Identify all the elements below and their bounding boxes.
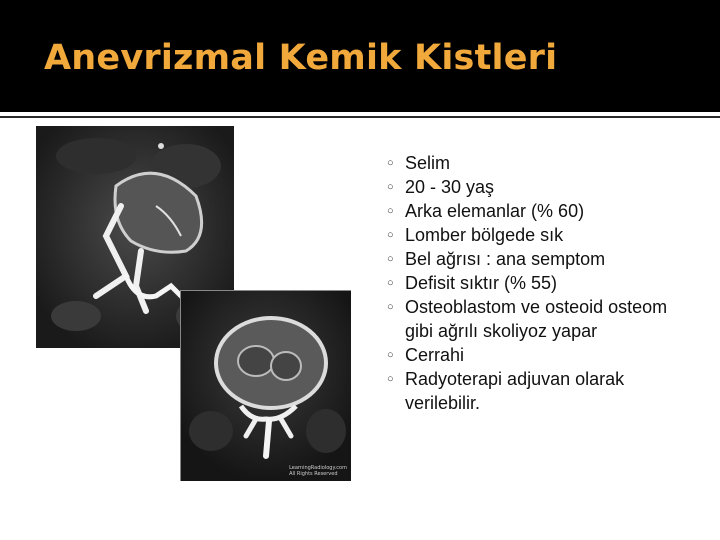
ct-scan-image-bottom xyxy=(180,290,351,481)
title-divider xyxy=(0,116,720,118)
bullet-text: Lomber bölgede sık xyxy=(405,225,564,245)
circle-bullet-icon: ○ xyxy=(387,157,394,169)
bullet-list xyxy=(388,151,688,415)
watermark-line-1: LearningRadiology.com xyxy=(289,465,347,471)
bullet-text: 20 - 30 yaş xyxy=(405,177,495,197)
bullet-text: Cerrahi xyxy=(405,345,465,365)
list-item xyxy=(388,295,688,343)
list-item xyxy=(388,343,688,367)
circle-bullet-icon: ○ xyxy=(387,301,394,313)
list-item xyxy=(388,367,688,415)
circle-bullet-icon: ○ xyxy=(387,229,394,241)
title-bar xyxy=(0,0,720,112)
bullet-text: Bel ağrısı : ana semptom xyxy=(405,249,606,269)
list-item xyxy=(388,199,688,223)
circle-bullet-icon: ○ xyxy=(387,253,394,265)
bullet-text: Osteoblastom ve osteoid osteom gibi ağrılı skoliyoz yapar xyxy=(405,297,668,341)
list-item xyxy=(388,271,688,295)
list-item xyxy=(388,223,688,247)
list-item xyxy=(388,175,688,199)
list-item xyxy=(388,247,688,271)
circle-bullet-icon: ○ xyxy=(387,373,394,385)
bullet-text: Defisit sıktır (% 55) xyxy=(405,273,558,293)
circle-bullet-icon: ○ xyxy=(387,205,394,217)
list-item xyxy=(388,151,688,175)
circle-bullet-icon: ○ xyxy=(387,181,394,193)
image-watermark xyxy=(289,465,347,477)
slide-title: Anevrizmal Kemik Kistleri xyxy=(44,38,558,78)
circle-bullet-icon: ○ xyxy=(387,277,394,289)
bullet-text: Radyoterapi adjuvan olarak verilebilir. xyxy=(405,369,625,413)
bullet-text: Arka elemanlar (% 60) xyxy=(405,201,585,221)
bullet-text: Selim xyxy=(405,153,451,173)
watermark-line-2: All Rights Reserved xyxy=(289,471,338,477)
circle-bullet-icon: ○ xyxy=(387,349,394,361)
